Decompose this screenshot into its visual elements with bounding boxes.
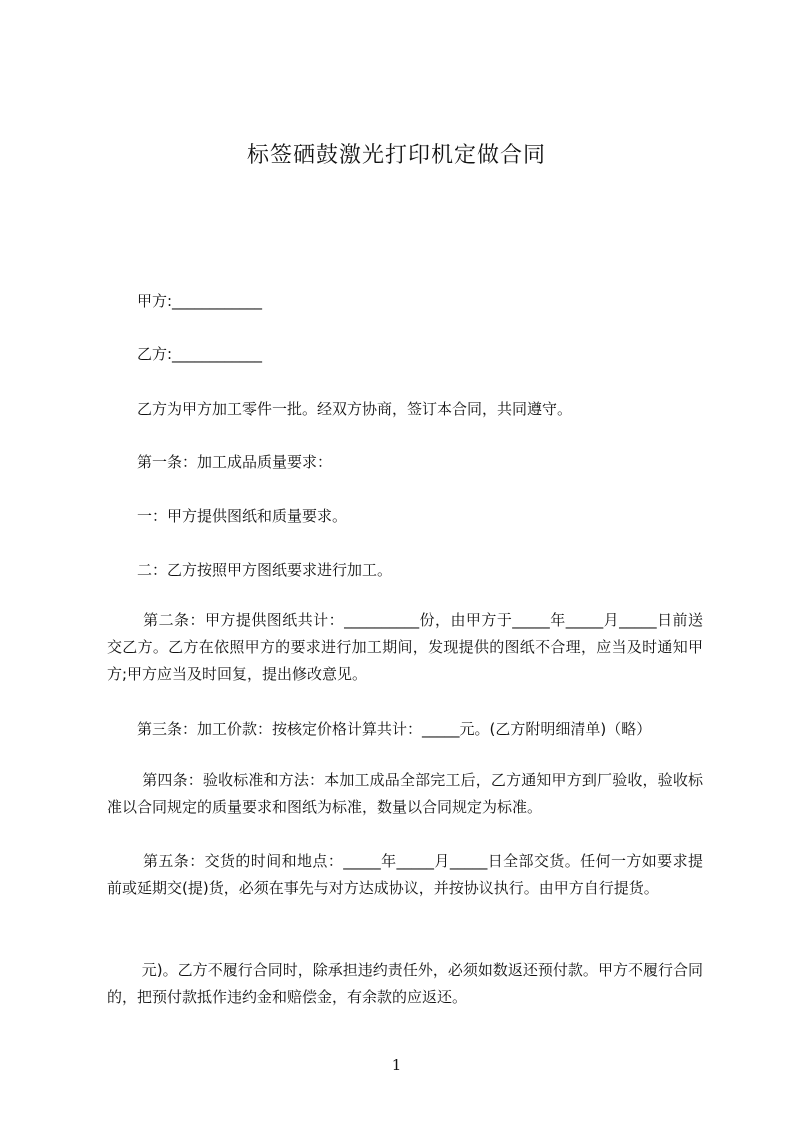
article-1-item-2: 二：乙方按照甲方图纸要求进行加工。 [107, 561, 393, 579]
article-2-paragraph: 第二条：甲方提供图纸共计：__________份，由甲方于_____年_____月_____日前送交乙方。乙方在依照甲方的要求进行加工期间，发现提供的图纸不合理，应当及时通知甲方;甲方应当及时回复，提出修改意见。 [107, 611, 703, 683]
article-5-paragraph: 第五条：交货的时间和地点：_____年_____月_____日全部交货。任何一方如要求提前或延期交(提)货，必须在事先与对方达成协议，并按协议执行。由甲方自行提货。 [107, 852, 703, 897]
document-title: 标签硒鼓激光打印机定做合同 [246, 143, 546, 168]
article-1-heading: 第一条：加工成品质量要求： [107, 453, 333, 471]
party-a-line: 甲方:____________ [107, 292, 263, 310]
page-number: 1 [391, 1056, 402, 1074]
party-b-line: 乙方:____________ [107, 345, 263, 363]
article-3-paragraph: 第三条：加工价款：按核定价格计算共计：_____元。(乙方附明细清单)（略） [107, 720, 652, 738]
article-1-item-1: 一：甲方提供图纸和质量要求。 [107, 507, 348, 525]
article-4-paragraph: 第四条：验收标准和方法：本加工成品全部完工后，乙方通知甲方到厂验收，验收标准以合同规定的质量要求和图纸为标准，数量以合同规定为标准。 [107, 771, 703, 816]
intro-paragraph: 乙方为甲方加工零件一批。经双方协商，签订本合同，共同遵守。 [107, 400, 573, 418]
article-6-fragment: 元)。乙方不履行合同时，除承担违约责任外，必须如数返还预付款。甲方不履行合同的，把预付款抵作违约金和赔偿金，有余款的应返还。 [107, 961, 703, 1006]
